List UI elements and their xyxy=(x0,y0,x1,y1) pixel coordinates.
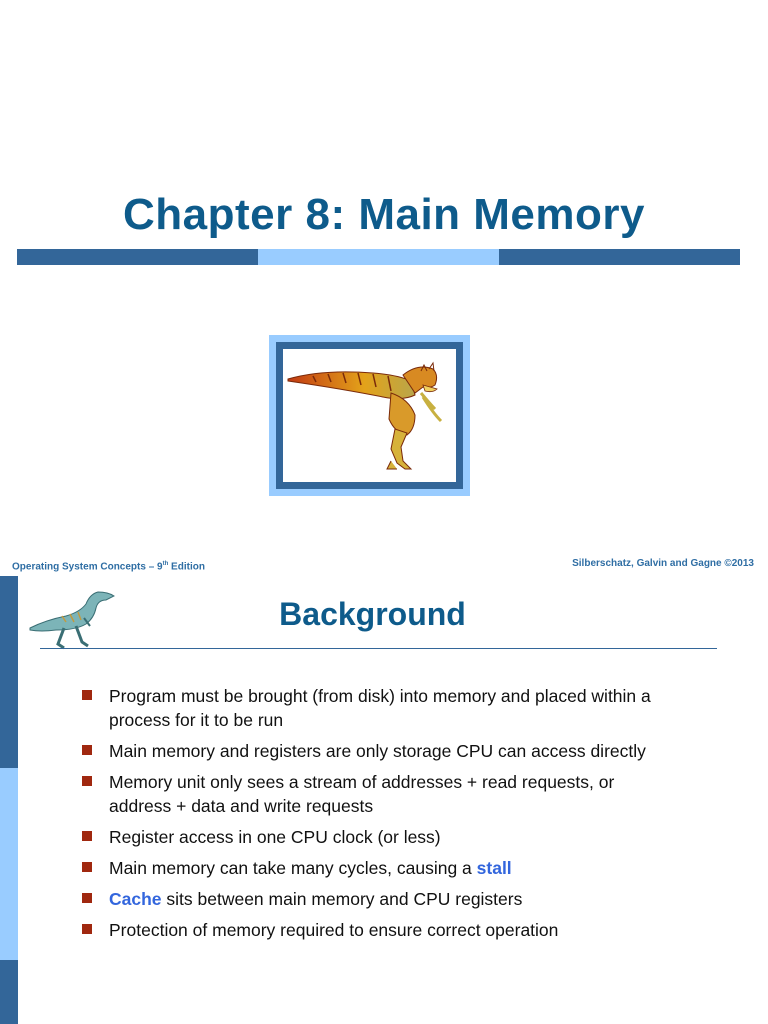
bullet-square-icon xyxy=(82,776,92,786)
bullet-text: Main memory and registers are only storage CPU can access directly xyxy=(109,741,646,761)
bullet-square-icon xyxy=(82,862,92,872)
footer-left-text: Operating System Concepts – 9 xyxy=(12,561,163,573)
bullet-square-icon xyxy=(82,745,92,755)
bullet-item xyxy=(80,887,680,911)
footer-left xyxy=(12,561,205,572)
bullet-item xyxy=(80,825,680,849)
bullet-square-icon xyxy=(82,893,92,903)
bullet-list xyxy=(80,684,680,949)
bullet-item xyxy=(80,770,680,818)
side-strip-middle xyxy=(0,768,18,960)
image-frame xyxy=(283,349,456,482)
title-bar-right xyxy=(499,249,740,265)
bullet-square-icon xyxy=(82,690,92,700)
highlight-term: stall xyxy=(476,858,512,878)
title-underline xyxy=(40,648,717,649)
highlight-term: Cache xyxy=(109,889,162,909)
footer-left-text-end: Edition xyxy=(168,561,205,573)
footer-left-sup: th xyxy=(162,561,169,567)
dinosaur-icon xyxy=(283,349,456,482)
title-bar-middle xyxy=(258,249,499,265)
bullet-square-icon xyxy=(82,924,92,934)
bullet-item xyxy=(80,918,680,942)
bullet-item xyxy=(80,739,680,763)
footer-right: Silberschatz, Galvin and Gagne ©2013 xyxy=(572,558,754,569)
bullet-item xyxy=(80,856,680,880)
bullet-text: Main memory can take many cycles, causing a xyxy=(109,858,477,878)
side-strip-bottom xyxy=(0,960,18,1024)
title-bar-left xyxy=(17,249,258,265)
bullet-text: Register access in one CPU clock (or less) xyxy=(109,827,441,847)
chapter-title: Chapter 8: Main Memory xyxy=(123,190,645,239)
bullet-square-icon xyxy=(82,831,92,841)
bullet-text: Program must be brought (from disk) into memory and placed within a process for it to be run xyxy=(109,686,651,730)
bullet-text: Memory unit only sees a stream of addresses + read requests, or address + data and write requests xyxy=(109,772,615,816)
background-slide xyxy=(0,576,768,1024)
bullet-text: Protection of memory required to ensure correct operation xyxy=(109,920,559,940)
bullet-item xyxy=(80,684,680,732)
slide-title: Background xyxy=(279,596,466,632)
bullet-text-end: sits between main memory and CPU registers xyxy=(161,889,523,909)
